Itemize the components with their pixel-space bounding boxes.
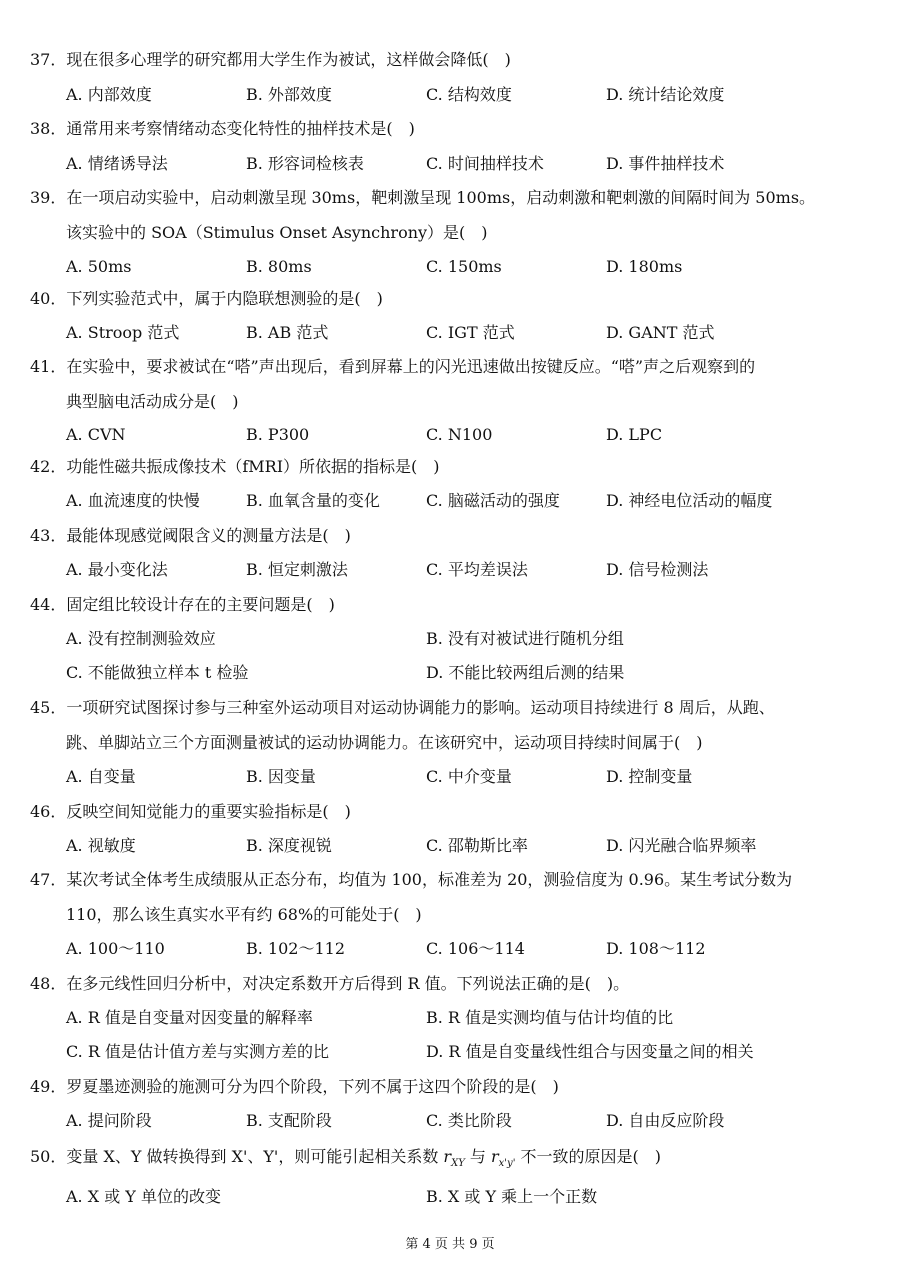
question-stem: 47．某次考试全体考生成绩服从正态分布，均值为 100，标准差为 20，测验信度为 0.96。某生考试分数为 <box>30 870 793 889</box>
question-stem: 38．通常用来考察情绪动态变化特性的抽样技术是( ) <box>30 119 415 138</box>
option-c: C. 平均差误法 <box>426 560 528 579</box>
question-stem: 39．在一项启动实验中，启动刺激呈现 30ms，靶刺激呈现 100ms，启动刺激和靶刺激的间隔时间为 50ms。 <box>30 188 816 207</box>
option-d: D. R 值是自变量线性组合与因变量之间的相关 <box>426 1042 754 1061</box>
question-stem: 43．最能体现感觉阈限含义的测量方法是( ) <box>30 526 351 545</box>
option-a: A. CVN <box>66 425 126 444</box>
correlation-symbol: r <box>443 1147 452 1166</box>
option-b: B. AB 范式 <box>246 323 329 342</box>
option-c: C. 邵勒斯比率 <box>426 836 528 855</box>
option-b: B. 80ms <box>246 257 312 276</box>
option-d: D. 不能比较两组后测的结果 <box>426 663 625 682</box>
option-a: A. 血流速度的快慢 <box>66 491 200 510</box>
option-b: B. 102～112 <box>246 939 346 958</box>
question-stem-continued: 跳、单脚站立三个方面测量被试的运动协调能力。在该研究中，运动项目持续时间属于( ) <box>66 733 703 752</box>
option-d: D. LPC <box>606 425 663 444</box>
stem-prefix: 50．变量 X、Y 做转换得到 X'、Y'，则可能引起相关系数 <box>30 1147 444 1166</box>
option-d: D. 统计结论效度 <box>606 85 725 104</box>
option-b: B. 因变量 <box>246 767 316 786</box>
correlation-subscript: x'y' <box>498 1158 516 1170</box>
option-c: C. IGT 范式 <box>426 323 515 342</box>
option-d: D. 180ms <box>606 257 683 276</box>
option-c: C. 不能做独立样本 t 检验 <box>66 663 249 682</box>
question-stem-continued: 该实验中的 SOA（Stimulus Onset Asynchrony）是( ) <box>66 223 488 242</box>
option-d: D. 闪光融合临界频率 <box>606 836 757 855</box>
option-d: D. 自由反应阶段 <box>606 1111 725 1130</box>
option-a: A. R 值是自变量对因变量的解释率 <box>66 1008 313 1027</box>
option-c: C. 时间抽样技术 <box>426 154 544 173</box>
option-b: B. 形容词检核表 <box>246 154 364 173</box>
option-b: B. R 值是实测均值与估计均值的比 <box>426 1008 674 1027</box>
option-a: A. 视敏度 <box>66 836 136 855</box>
option-c: C. 脑磁活动的强度 <box>426 491 560 510</box>
option-a: A. 自变量 <box>66 767 136 786</box>
option-c: C. R 值是估计值方差与实测方差的比 <box>66 1042 329 1061</box>
option-d: D. GANT 范式 <box>606 323 715 342</box>
option-d: D. 信号检测法 <box>606 560 709 579</box>
option-d: D. 控制变量 <box>606 767 693 786</box>
option-d: D. 108～112 <box>606 939 706 958</box>
option-d: D. 神经电位活动的幅度 <box>606 491 773 510</box>
option-a: A. 最小变化法 <box>66 560 168 579</box>
option-d: D. 事件抽样技术 <box>606 154 725 173</box>
question-stem-continued: 110，那么该生真实水平有约 68%的可能处于( ) <box>66 905 422 924</box>
option-a: A. 内部效度 <box>66 85 152 104</box>
question-stem: 40．下列实验范式中，属于内隐联想测验的是( ) <box>30 289 383 308</box>
question-stem: 46．反映空间知觉能力的重要实验指标是( ) <box>30 802 351 821</box>
option-b: B. 恒定刺激法 <box>246 560 348 579</box>
option-b: B. 血氧含量的变化 <box>246 491 380 510</box>
question-stem <box>30 1147 661 1174</box>
option-a: A. 50ms <box>66 257 132 276</box>
option-c: C. 结构效度 <box>426 85 512 104</box>
stem-middle: 与 <box>464 1147 491 1166</box>
option-a: A. X 或 Y 单位的改变 <box>66 1187 221 1206</box>
option-a: A. 100～110 <box>66 939 165 958</box>
question-stem: 42．功能性磁共振成像技术（fMRI）所依据的指标是( ) <box>30 457 440 476</box>
option-a: A. Stroop 范式 <box>66 323 180 342</box>
option-a: A. 情绪诱导法 <box>66 154 168 173</box>
option-a: A. 没有控制测验效应 <box>66 629 216 648</box>
option-c: C. 106～114 <box>426 939 525 958</box>
correlation-subscript: XY <box>451 1158 465 1170</box>
question-stem: 37．现在很多心理学的研究都用大学生作为被试，这样做会降低( ) <box>30 50 511 69</box>
option-b: B. X 或 Y 乘上一个正数 <box>426 1187 598 1206</box>
option-b: B. 支配阶段 <box>246 1111 332 1130</box>
option-a: A. 提问阶段 <box>66 1111 152 1130</box>
stem-suffix: 不一致的原因是( ) <box>515 1147 662 1166</box>
option-b: B. P300 <box>246 425 310 444</box>
question-stem: 48．在多元线性回归分析中，对决定系数开方后得到 R 值。下列说法正确的是( )。 <box>30 974 630 993</box>
option-b: B. 没有对被试进行随机分组 <box>426 629 624 648</box>
question-stem: 44．固定组比较设计存在的主要问题是( ) <box>30 595 335 614</box>
question-stem: 49．罗夏墨迹测验的施测可分为四个阶段，下列不属于这四个阶段的是( ) <box>30 1077 559 1096</box>
option-c: C. 中介变量 <box>426 767 512 786</box>
option-c: C. N100 <box>426 425 493 444</box>
question-stem-continued: 典型脑电活动成分是( ) <box>66 392 239 411</box>
page-footer: 第 4 页 共 9 页 <box>405 1237 495 1252</box>
question-stem: 41．在实验中，要求被试在“嗒”声出现后，看到屏幕上的闪光迅速做出按键反应。“嗒”声之后观察到的 <box>30 357 756 376</box>
option-b: B. 深度视锐 <box>246 836 332 855</box>
option-c: C. 150ms <box>426 257 502 276</box>
option-c: C. 类比阶段 <box>426 1111 512 1130</box>
question-stem: 45．一项研究试图探讨参与三种室外运动项目对运动协调能力的影响。运动项目持续进行 8 周后，从跑、 <box>30 698 775 717</box>
option-b: B. 外部效度 <box>246 85 332 104</box>
correlation-symbol: r <box>491 1147 499 1166</box>
